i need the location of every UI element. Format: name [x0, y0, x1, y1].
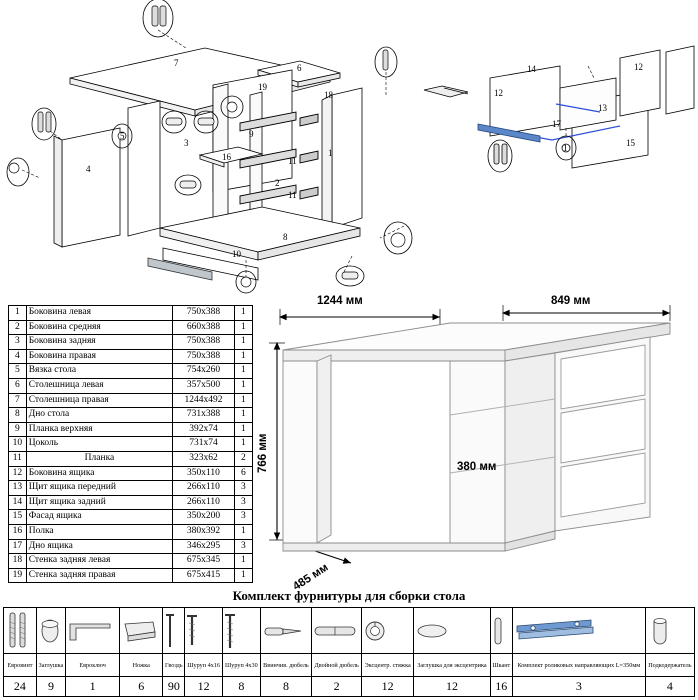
slide-rails-icon	[512, 608, 645, 654]
part-no: 4	[9, 349, 27, 364]
callout-9: 9	[249, 129, 254, 139]
part-qty: 3	[234, 539, 252, 554]
part-qty: 1	[234, 408, 252, 423]
part-size: 357x500	[173, 378, 234, 393]
dimension-height: 766 мм	[257, 433, 269, 473]
part-no: 17	[9, 539, 27, 554]
table-row	[9, 554, 253, 569]
table-row	[9, 364, 253, 379]
hardware-name: Шуруп 4х30	[222, 654, 260, 677]
hardware-name: Ввинчив. дюбель	[260, 654, 311, 677]
parts-table-body	[9, 306, 253, 583]
hardware-qty-row	[4, 677, 695, 697]
table-row	[9, 393, 253, 408]
cam-cover-icon	[414, 608, 491, 654]
table-row	[9, 437, 253, 452]
part-no: 5	[9, 364, 27, 379]
part-no: 13	[9, 481, 27, 496]
part-name: Столешница правая	[26, 393, 173, 408]
hardware-name: Заглушка	[36, 654, 65, 677]
dimension-depth-arrow: 380 мм	[457, 461, 497, 473]
part-size: 346x295	[173, 539, 234, 554]
callout-2: 2	[275, 178, 280, 188]
part-qty: 1	[234, 306, 252, 321]
part-name: Полка	[26, 524, 173, 539]
part-qty: 3	[234, 510, 252, 525]
callout-4: 4	[86, 164, 91, 174]
hardware-qty: 6	[120, 677, 163, 697]
hardware-names-row	[4, 654, 695, 677]
callout-11-lower: 11	[288, 190, 297, 200]
hardware-qty: 8	[260, 677, 311, 697]
drawer-callout-15: 15	[626, 138, 635, 148]
part-size: 750x388	[173, 306, 234, 321]
table-row	[9, 495, 253, 510]
hardware-qty: 1	[66, 677, 120, 697]
part-name: Фасад ящика	[26, 510, 173, 525]
part-qty: 1	[234, 320, 252, 335]
leg-icon	[120, 608, 163, 654]
part-qty: 2	[234, 451, 252, 466]
eurokey-icon	[66, 608, 120, 654]
part-name: Стенка задняя левая	[26, 554, 173, 569]
part-qty: 1	[234, 437, 252, 452]
part-name: Вязка стола	[26, 364, 173, 379]
part-size: 750x388	[173, 335, 234, 350]
part-no: 19	[9, 568, 27, 583]
callout-8: 8	[283, 232, 288, 242]
part-no: 7	[9, 393, 27, 408]
hardware-qty: 24	[4, 677, 37, 697]
table-row	[9, 422, 253, 437]
part-qty: 1	[234, 422, 252, 437]
hardware-icons-row	[4, 608, 695, 654]
exploded-assembly-drawing	[0, 0, 698, 295]
part-name: Боковина левая	[26, 306, 173, 321]
hardware-name: Комплект роликовых направляющих L=350мм	[512, 654, 645, 677]
part-qty: 1	[234, 568, 252, 583]
part-no: 14	[9, 495, 27, 510]
part-name: Столешница левая	[26, 378, 173, 393]
part-size: 350x110	[173, 466, 234, 481]
part-qty: 6	[234, 466, 252, 481]
part-qty: 1	[234, 378, 252, 393]
part-no: 2	[9, 320, 27, 335]
part-qty: 1	[234, 335, 252, 350]
part-name: Боковина ящика	[26, 466, 173, 481]
part-size: 380x392	[173, 524, 234, 539]
screw-in-dowel-icon	[260, 608, 311, 654]
table-row	[9, 320, 253, 335]
callout-5: 5	[120, 131, 125, 141]
callout-6: 6	[297, 63, 302, 73]
part-qty: 1	[234, 364, 252, 379]
dimension-depth-bottom: 485 мм	[291, 561, 331, 594]
hardware-qty: 12	[362, 677, 414, 697]
callout-16: 16	[222, 152, 231, 162]
part-no: 16	[9, 524, 27, 539]
callout-10: 10	[232, 249, 241, 259]
part-name: Щит ящика задний	[26, 495, 173, 510]
table-row	[9, 349, 253, 364]
part-qty: 3	[234, 495, 252, 510]
part-no: 12	[9, 466, 27, 481]
part-name: Дно ящика	[26, 539, 173, 554]
screw-4x30-icon	[222, 608, 260, 654]
part-qty: 1	[234, 349, 252, 364]
part-size: 731x388	[173, 408, 234, 423]
part-no: 1	[9, 306, 27, 321]
part-name: Стенка задняя правая	[26, 568, 173, 583]
part-name: Боковина задняя	[26, 335, 173, 350]
part-name: Планка	[26, 451, 173, 466]
table-row	[9, 408, 253, 423]
part-name: Щит ящика передний	[26, 481, 173, 496]
part-no: 8	[9, 408, 27, 423]
part-no: 9	[9, 422, 27, 437]
table-row	[9, 378, 253, 393]
hardware-name: Евроключ	[66, 654, 120, 677]
part-no: 6	[9, 378, 27, 393]
drawer-callout-12-top: 12	[634, 62, 643, 72]
hardware-name: Ножка	[120, 654, 163, 677]
screw-4x16-icon	[185, 608, 223, 654]
part-size: 660x388	[173, 320, 234, 335]
part-no: 10	[9, 437, 27, 452]
callout-18: 18	[324, 90, 333, 100]
part-size: 675x415	[173, 568, 234, 583]
part-no: 3	[9, 335, 27, 350]
part-no: 18	[9, 554, 27, 569]
cup-holder-icon	[645, 608, 694, 654]
drawer-callout-13: 13	[598, 103, 607, 113]
part-name: Боковина правая	[26, 349, 173, 364]
part-no: 11	[9, 451, 27, 466]
table-row	[9, 510, 253, 525]
table-row	[9, 524, 253, 539]
hardware-qty: 12	[414, 677, 491, 697]
hardware-name: Подкодержатель	[645, 654, 694, 677]
hardware-name: Эксцентр. стяжка	[362, 654, 414, 677]
part-qty: 3	[234, 481, 252, 496]
callout-3: 3	[184, 138, 189, 148]
callout-19: 19	[258, 82, 267, 92]
callout-7: 7	[174, 58, 179, 68]
euroscrew-icon	[4, 608, 37, 654]
part-name: Боковина средняя	[26, 320, 173, 335]
hardware-qty: 4	[645, 677, 694, 697]
part-size: 392x74	[173, 422, 234, 437]
table-row	[9, 451, 253, 466]
hardware-qty: 3	[512, 677, 645, 697]
hardware-name: Заглушка для эксцентрика	[414, 654, 491, 677]
part-qty: 1	[234, 524, 252, 539]
hardware-kit-table	[3, 607, 695, 697]
cap-icon	[36, 608, 65, 654]
hardware-name: Гвоздь	[163, 654, 185, 677]
hardware-qty: 9	[36, 677, 65, 697]
cam-lock-icon	[362, 608, 414, 654]
table-row	[9, 568, 253, 583]
dimensioned-desk-drawing	[255, 295, 695, 594]
part-size: 323x62	[173, 451, 234, 466]
part-name: Цоколь	[26, 437, 173, 452]
parts-table	[8, 305, 253, 583]
part-qty: 1	[234, 393, 252, 408]
callout-11-upper: 11	[288, 156, 297, 166]
hardware-qty: 8	[222, 677, 260, 697]
drawer-callout-12-left: 12	[494, 88, 503, 98]
hardware-name: Двойной дюбель	[312, 654, 362, 677]
hardware-qty: 16	[490, 677, 512, 697]
part-name: Дно стола	[26, 408, 173, 423]
table-row	[9, 539, 253, 554]
part-name: Планка верхняя	[26, 422, 173, 437]
dimension-width: 1244 мм	[317, 295, 363, 307]
part-size: 266x110	[173, 495, 234, 510]
drawer-callout-balloon-1: 1	[563, 143, 568, 153]
hardware-name: Евровинт	[4, 654, 37, 677]
part-no: 15	[9, 510, 27, 525]
part-size: 266x110	[173, 481, 234, 496]
hardware-name: Шкант	[490, 654, 512, 677]
part-size: 754x260	[173, 364, 234, 379]
dimension-depth-right: 849 мм	[551, 295, 591, 307]
part-size: 350x200	[173, 510, 234, 525]
table-row	[9, 335, 253, 350]
nail-icon	[163, 608, 185, 654]
double-dowel-icon	[312, 608, 362, 654]
part-size: 675x345	[173, 554, 234, 569]
dowel-icon	[490, 608, 512, 654]
part-size: 731x74	[173, 437, 234, 452]
part-size: 1244x492	[173, 393, 234, 408]
drawer-callout-17: 17	[552, 119, 561, 129]
hardware-qty: 12	[185, 677, 223, 697]
hardware-qty: 2	[312, 677, 362, 697]
table-row	[9, 306, 253, 321]
drawer-callout-14: 14	[527, 64, 536, 74]
table-row	[9, 481, 253, 496]
table-row	[9, 466, 253, 481]
hardware-name: Шуруп 4х16	[185, 654, 223, 677]
hardware-qty: 90	[163, 677, 185, 697]
part-qty: 1	[234, 554, 252, 569]
callout-1: 1	[328, 148, 333, 158]
hardware-kit-title: Комплект фурнитуры для сборки стола	[232, 588, 466, 603]
part-size: 750x388	[173, 349, 234, 364]
